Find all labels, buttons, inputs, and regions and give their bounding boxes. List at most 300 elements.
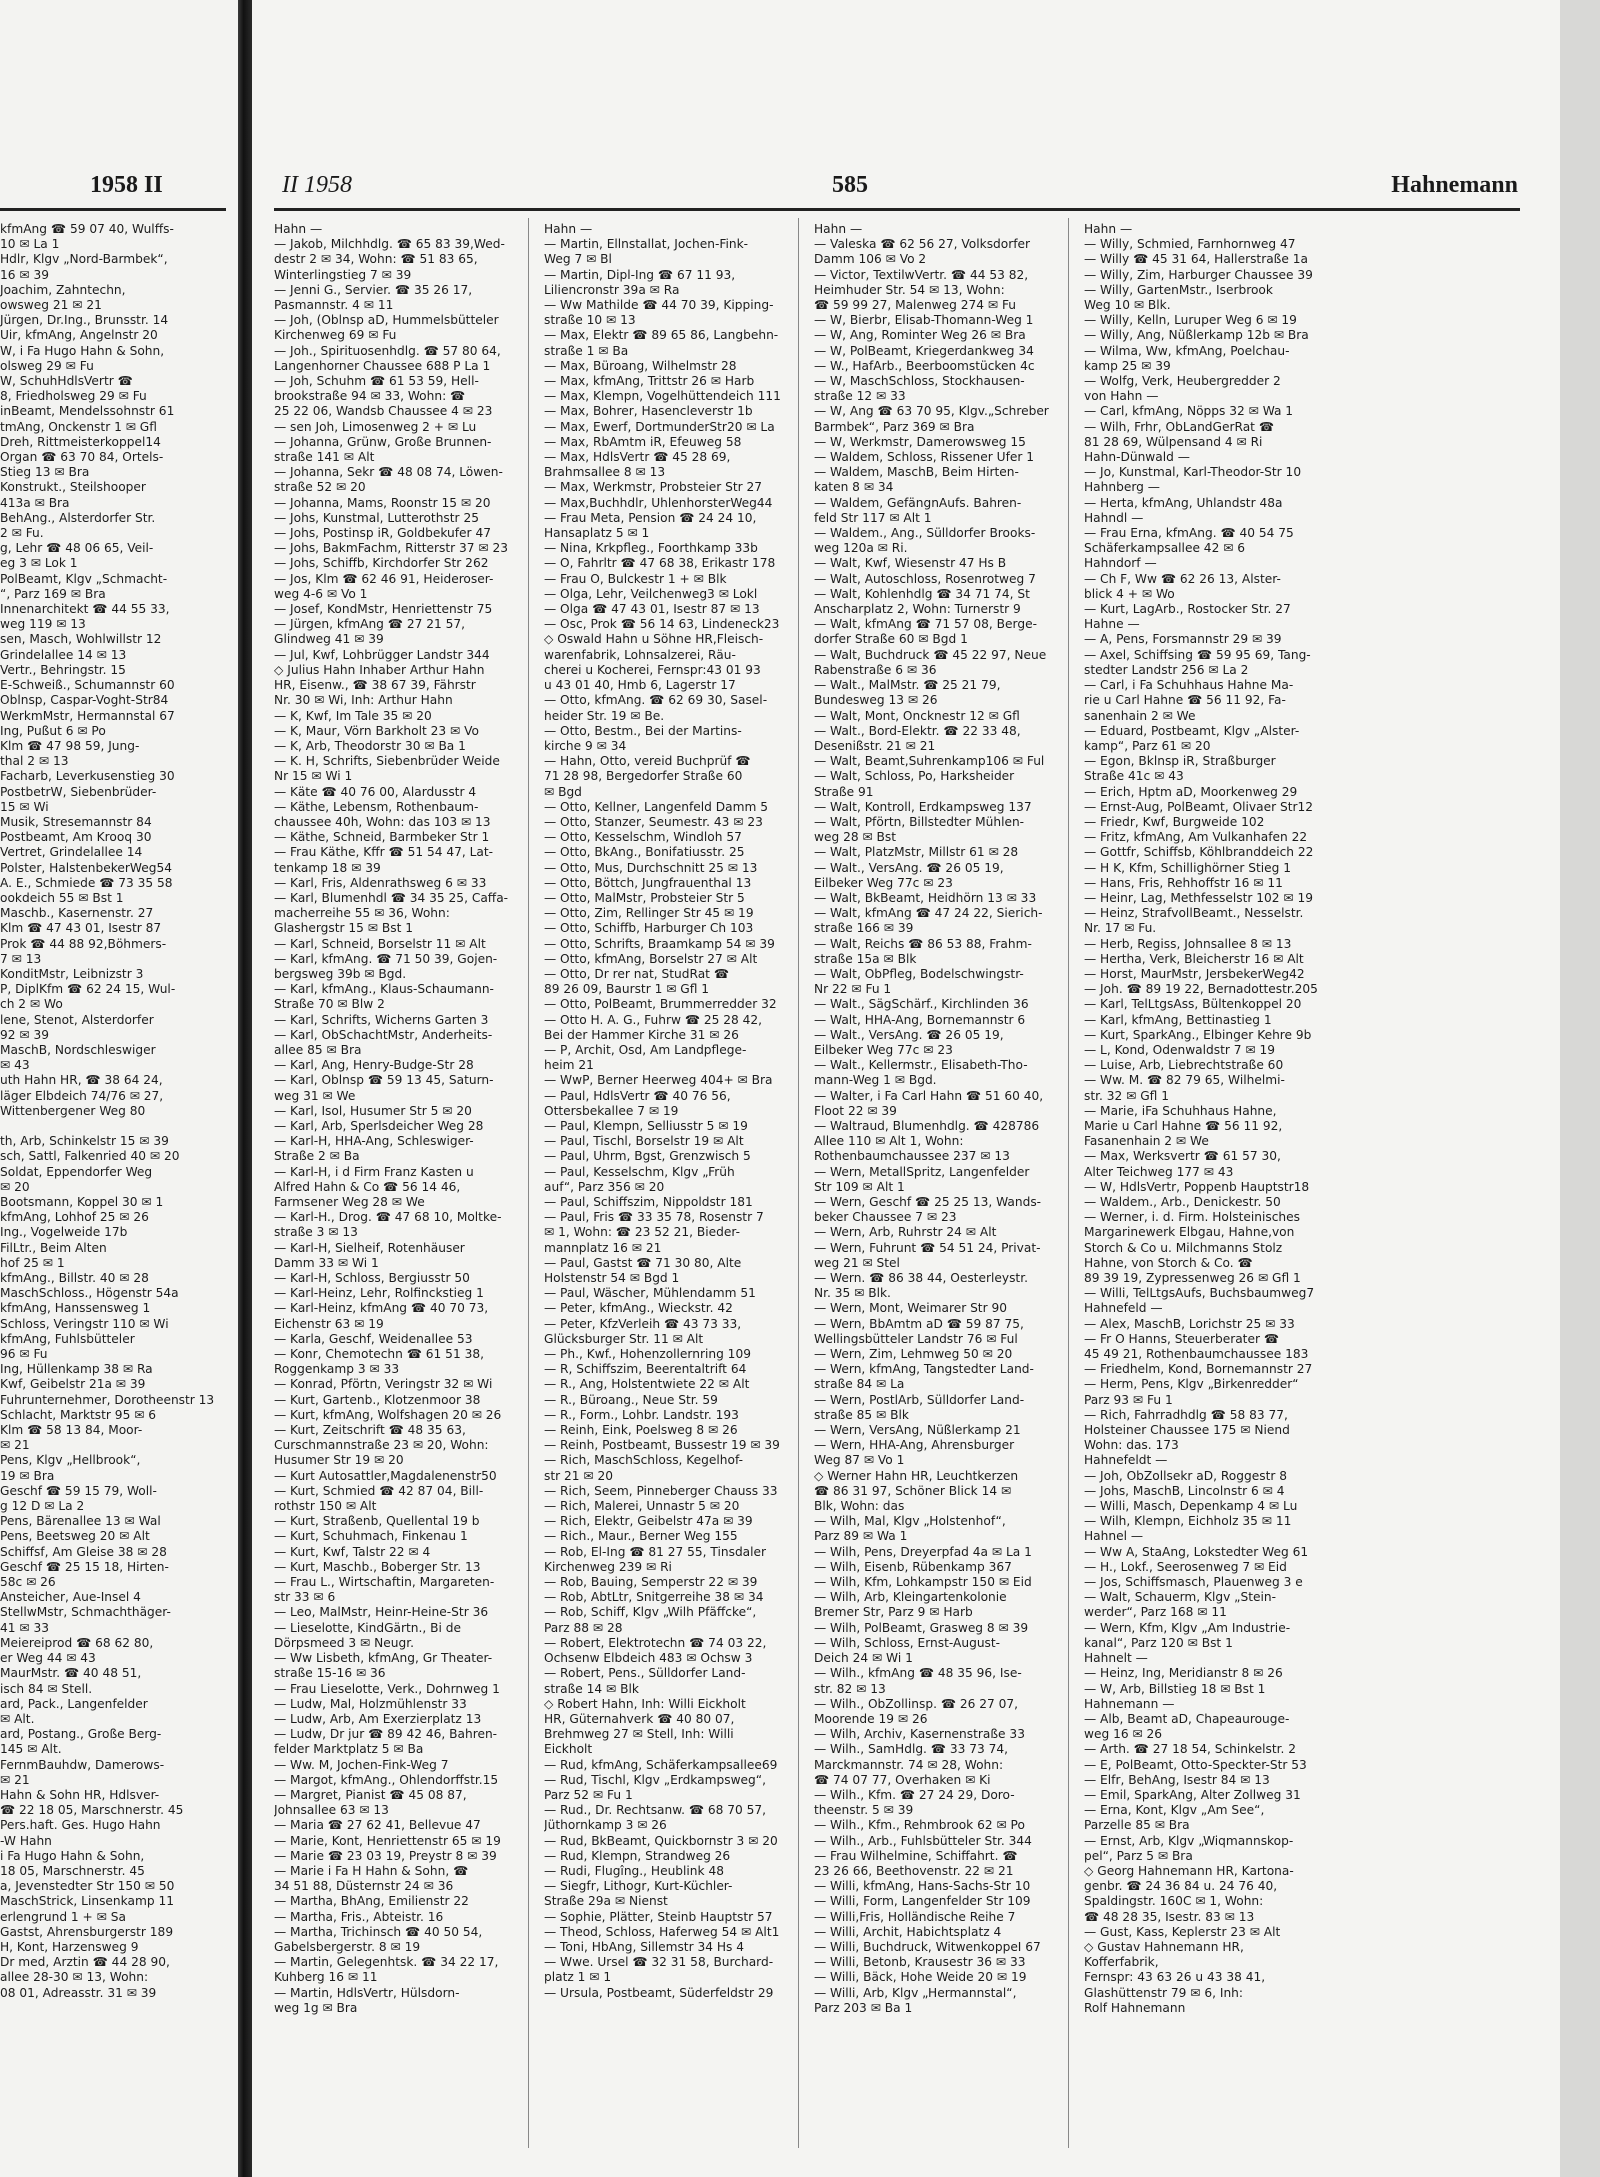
directory-entry-line: — Ww. M. ☎ 82 79 65, Wilhelmi-	[1084, 1073, 1285, 1088]
directory-entry-line: — Rich, Elektr, Geibelstr 47a ✉ 39	[544, 1514, 753, 1529]
directory-entry-line: dorfer Straße 60 ✉ Bgd 1	[814, 632, 968, 647]
directory-entry-line: weg 21 ✉ Stel	[814, 1255, 900, 1270]
directory-entry-line: ◇ Oswald Hahn u Söhne HR,Fleisch-	[544, 632, 764, 647]
directory-entry-line: — W, Bierbr, Elisab-Thomann-Weg 1	[814, 313, 1034, 328]
directory-entry-line: — Waldem, MaschB, Beim Hirten-	[814, 465, 1019, 480]
directory-entry-line: — Walt, Autoschloss, Rosenrotweg 7	[814, 571, 1036, 586]
directory-entry-line: — Wern, HHA-Ang, Ahrensburger	[814, 1438, 1015, 1453]
directory-entry-line: — Joh, ObZollsekr aD, Roggestr 8	[1084, 1468, 1287, 1483]
directory-entry-line: mann-Weg 1 ✉ Bgd.	[814, 1073, 937, 1088]
directory-entry-line: — Walt, Kwf, Wiesenstr 47 Hs B	[814, 556, 1007, 571]
directory-entry-line: — Wern, BbAmtm aD ☎ 59 87 75,	[814, 1316, 1024, 1331]
directory-entry-line: — Otto, Kellner, Langenfeld Damm 5	[544, 799, 769, 814]
directory-entry-line: — Wilh, Kfm, Lohkampstr 150 ✉ Eid	[814, 1575, 1032, 1590]
directory-entry-line: — Walt, Schloss, Po, Harksheider	[814, 769, 1015, 784]
directory-entry-line: Pens, Bärenallee 13 ✉ Wal	[0, 1514, 161, 1529]
directory-entry-line: sen, Masch, Wohlwillstr 12	[0, 632, 162, 647]
directory-entry-line: Klm ☎ 47 43 01, Isestr 87	[0, 921, 162, 936]
directory-entry-line: — Max, Elektr ☎ 89 65 86, Langbehn-	[544, 328, 779, 343]
directory-entry-line: — Waldem, GefängnAufs. Bahren-	[814, 495, 1022, 510]
directory-entry-line: StellwMstr, Schmachthäger-	[0, 1605, 171, 1620]
directory-entry-line: Straße 70 ✉ Blw 2	[274, 997, 385, 1012]
directory-entry-line: Prok ☎ 44 88 92,Böhmers-	[0, 936, 167, 951]
directory-entry-line: inBeamt, Mendelssohnstr 61	[0, 404, 175, 419]
directory-entry-line: Fuhrunternehmer, Dorotheenstr 13	[0, 1392, 215, 1407]
directory-entry-line: Klm ☎ 58 13 84, Moor-	[0, 1423, 143, 1438]
directory-entry-line: Spaldingstr. 160C ✉ 1, Wohn:	[1084, 1894, 1264, 1909]
directory-entry-line: WerkmMstr, Hermannstal 67	[0, 708, 175, 723]
directory-entry-line: Alter Teichweg 177 ✉ 43	[1084, 1164, 1234, 1179]
directory-entry-line: bergsweg 39b ✉ Bgd.	[274, 966, 407, 981]
directory-entry-line: 92 ✉ 39	[0, 1027, 49, 1042]
directory-entry-line: — W, Ang, Rominter Weg 26 ✉ Bra	[814, 328, 1026, 343]
directory-entry-line: Jüthornkamp 3 ✉ 26	[544, 1818, 667, 1833]
directory-entry-line: — Paul, Klempn, Selliusstr 5 ✉ 19	[544, 1118, 748, 1133]
directory-entry-line: — Karl-Heinz, Lehr, Rolfinckstieg 1	[274, 1286, 484, 1301]
directory-entry-line: — Sophie, Plätter, Steinb Hauptstr 57	[544, 1909, 773, 1924]
directory-entry-line: — Paul, Uhrm, Bgst, Grenzwisch 5	[544, 1149, 751, 1164]
directory-entry-line: weg 16 ✉ 26	[1084, 1727, 1163, 1742]
directory-entry-line: Vertr., Behringstr. 15	[0, 662, 126, 677]
directory-entry-line: — Wilh, Mal, Klgv „Holstenhof“,	[814, 1514, 1006, 1529]
directory-entry-line: — Max, Werkmstr, Probsteier Str 27	[544, 480, 763, 495]
directory-entry-line: PostbetrW, Siebenbrüder-	[0, 784, 157, 799]
directory-entry-line: — Ludw, Arb, Am Exerzierplatz 13	[274, 1711, 482, 1726]
directory-entry-line: ☎ 59 99 27, Malenweg 274 ✉ Fu	[814, 298, 1017, 313]
directory-entry-line: straße 85 ✉ Blk	[814, 1407, 909, 1422]
directory-entry-line: 71 28 98, Bergedorfer Straße 60	[544, 769, 743, 784]
directory-entry-line: — Karl, ObSchachtMstr, Anderheits-	[274, 1027, 493, 1042]
directory-entry-line: — Otto, Böttch, Jungfrauenthal 13	[544, 875, 752, 890]
directory-entry-line: ✉ 20	[0, 1179, 30, 1194]
directory-entry-line: — Max, Büroang, Wilhelmstr 28	[544, 358, 737, 373]
directory-entry-line: — Walt, Pförtn, Billstedter Mühlen-	[814, 814, 1025, 829]
directory-entry-line: — Otto, Bestm., Bei der Martins-	[544, 723, 742, 738]
directory-column-3	[814, 222, 1054, 2016]
directory-entry-line: — Waltraud, Blumenhdlg. ☎ 428786	[814, 1118, 1040, 1133]
header-rule	[274, 208, 1520, 211]
directory-entry-line: — Willy, Schmied, Farnhornweg 47	[1084, 237, 1296, 252]
directory-entry-line: 89 39 19, Zypressenweg 26 ✉ Gfl 1	[1084, 1271, 1301, 1286]
directory-entry-line: — Otto H. A. G., Fuhrw ☎ 25 28 42,	[544, 1012, 763, 1027]
directory-entry-line: W, i Fa Hugo Hahn & Sohn,	[0, 343, 165, 358]
directory-entry-line: — Frau Lieselotte, Verk., Dohrnweg 1	[274, 1681, 500, 1696]
directory-entry-line: — Emil, SparkAng, Alter Zollweg 31	[1084, 1787, 1301, 1802]
directory-entry-line: ✉ 1, Wohn: ☎ 23 52 21, Bieder-	[544, 1225, 740, 1240]
directory-entry-line: 81 28 69, Wülpensand 4 ✉ Ri	[1084, 434, 1263, 449]
directory-entry-line: — Wern, Mont, Weimarer Str 90	[814, 1301, 1007, 1316]
directory-entry-line: — Walt., MalMstr. ☎ 25 21 79,	[814, 678, 1001, 693]
directory-entry-line: — Karl, kfmAng. ☎ 71 50 39, Gojen-	[274, 951, 498, 966]
directory-entry-line: — Walt, PlatzMstr, Millstr 61 ✉ 28	[814, 845, 1019, 860]
directory-entry-line: — Rob, El-Ing ☎ 81 27 55, Tinsdaler	[544, 1544, 767, 1559]
directory-entry-line: 45 49 21, Rothenbaumchaussee 183	[1084, 1347, 1309, 1362]
directory-entry-line: — Rich, MaschSchloss, Kegelhof-	[544, 1453, 744, 1468]
directory-entry-line: A. E., Schmiede ☎ 73 35 58	[0, 875, 173, 890]
directory-entry-line: Hahn & Sohn HR, Hdlsver-	[0, 1787, 160, 1802]
directory-entry-line: — Walt, ObPfleg, Bodelschwingstr-	[814, 966, 1024, 981]
directory-entry-line: — Walt., Kellermstr., Elisabeth-Tho-	[814, 1058, 1028, 1073]
directory-entry-line: — Jul, Kwf, Lohbrügger Landstr 344	[274, 647, 490, 662]
directory-entry-line: — Valeska ☎ 62 56 27, Volksdorfer	[814, 237, 1031, 252]
directory-entry-line: — Walt, Mont, Oncknestr 12 ✉ Gfl	[814, 708, 1020, 723]
directory-entry-line: — Wern, Fuhrunt ☎ 54 51 24, Privat-	[814, 1240, 1041, 1255]
directory-entry-line: Barmbek“, Parz 369 ✉ Bra	[814, 419, 975, 434]
directory-entry-line: — Alex, MaschB, Lorichstr 25 ✉ 33	[1084, 1316, 1295, 1331]
page-number: 585	[832, 172, 868, 198]
directory-entry-line: — Peter, kfmAng., Wieckstr. 42	[544, 1301, 733, 1316]
directory-entry-line: Vertret, Grindelallee 14	[0, 845, 143, 860]
directory-entry-line: — Karl-H, HHA-Ang, Schleswiger-	[274, 1134, 474, 1149]
directory-entry-line: — Willy, Zim, Harburger Chaussee 39	[1084, 267, 1313, 282]
directory-entry-line: — Ursula, Postbeamt, Süderfeldstr 29	[544, 1985, 774, 2000]
directory-entry-line: — Joh. ☎ 89 19 22, Bernadottestr.205	[1084, 982, 1318, 997]
directory-entry-line: Parz 52 ✉ Fu 1	[544, 1787, 633, 1802]
directory-entry-line: — Victor, TextilwVertr. ☎ 44 53 82,	[814, 267, 1029, 282]
directory-entry-line: Schäferkampsallee 42 ✉ 6	[1084, 541, 1246, 556]
directory-entry-line: — Otto, BkAng., Bonifatiusstr. 25	[544, 845, 745, 860]
directory-entry-line: FilLtr., Beim Alten	[0, 1240, 107, 1255]
directory-entry-line: — Käthe, Lebensm, Rothenbaum-	[274, 799, 479, 814]
directory-entry-line: — H., Lokf., Seerosenweg 7 ✉ Eid	[1084, 1559, 1287, 1574]
directory-entry-line: Dr med, Arztin ☎ 44 28 90,	[0, 1955, 170, 1970]
directory-entry-line: weg 120a ✉ Ri.	[814, 541, 908, 556]
directory-entry-line: Marie u Carl Hahne ☎ 56 11 92,	[1084, 1118, 1283, 1133]
directory-entry-line: — Ludw, Dr jur ☎ 89 42 46, Bahren-	[274, 1727, 498, 1742]
directory-entry-line: — Otto, MalMstr, Probsteier Str 5	[544, 890, 745, 905]
directory-entry-line: — Karl, Oblnsp ☎ 59 13 45, Saturn-	[274, 1073, 494, 1088]
directory-entry-line: — Walt, kfmAng ☎ 71 57 08, Berge-	[814, 617, 1037, 632]
directory-entry-line: Maschb., Kasernenstr. 27	[0, 906, 154, 921]
directory-entry-line	[0, 1119, 232, 1134]
directory-entry-line: — Margot, kfmAng., Ohlendorffstr.15	[274, 1772, 499, 1787]
directory-entry-line: — Karl-Heinz, kfmAng ☎ 40 70 73,	[274, 1301, 489, 1316]
directory-entry-line: ✉ 43	[0, 1058, 30, 1073]
directory-entry-line: — Frau O, Bulckestr 1 + ✉ Blk	[544, 571, 727, 586]
directory-entry-line: tmAng, Onckenstr 1 ✉ Gfl	[0, 419, 157, 434]
directory-entry-line: — Karl, Schrifts, Wicherns Garten 3	[274, 1012, 489, 1027]
directory-entry-line: — K, Maur, Vörn Barkholt 23 ✉ Vo	[274, 723, 479, 738]
directory-entry-line: — Wern, Zim, Lehmweg 50 ✉ 20	[814, 1347, 1013, 1362]
directory-entry-line: straße 10 ✉ 13	[544, 313, 636, 328]
directory-entry-line: Eickholt	[544, 1742, 593, 1757]
directory-entry-line: — Rob, Bauing, Semperstr 22 ✉ 39	[544, 1575, 758, 1590]
directory-entry-line: Parz 88 ✉ 28	[544, 1620, 623, 1635]
directory-entry-line: ◇ Gustav Hahnemann HR,	[1084, 1939, 1244, 1954]
directory-entry-line: — Walt, Buchdruck ☎ 45 22 97, Neue	[814, 647, 1047, 662]
directory-entry-line: — Robert, Elektrotechn ☎ 74 03 22,	[544, 1635, 767, 1650]
directory-entry-line: W, SchuhHdlsVertr ☎	[0, 374, 133, 389]
directory-entry-line: str 33 ✉ 6	[274, 1590, 336, 1605]
directory-entry-line: 15 ✉ Wi	[0, 799, 49, 814]
directory-entry-line: — Wilh., kfmAng ☎ 48 35 96, Ise-	[814, 1666, 1022, 1681]
directory-entry-line: Langenhorner Chaussee 688 P La 1	[274, 358, 491, 373]
directory-entry-line: Pens, Klgv „Hellbrook“,	[0, 1453, 141, 1468]
directory-entry-line: — K, Arb, Theodorstr 30 ✉ Ba 1	[274, 738, 466, 753]
directory-entry-line: Oblnsp, Caspar-Voght-Str84	[0, 693, 169, 708]
directory-entry-line: tenkamp 18 ✉ 39	[274, 860, 381, 875]
directory-entry-line: — Frau Erna, kfmAng. ☎ 40 54 75	[1084, 526, 1294, 541]
directory-entry-line: von Hahn —	[1084, 389, 1159, 404]
directory-entry-line: — Ch F, Ww ☎ 62 26 13, Alster-	[1084, 571, 1281, 586]
directory-column-1	[274, 222, 514, 2016]
directory-entry-line: Kirchenweg 69 ✉ Fu	[274, 328, 397, 343]
directory-entry-line: — Osc, Prok ☎ 56 14 63, Lindeneck23	[544, 617, 780, 632]
directory-entry-line: — Alb, Beamt aD, Chapeaurouge-	[1084, 1711, 1290, 1726]
directory-entry-line: weg 1g ✉ Bra	[274, 2000, 358, 2015]
directory-entry-line: Damm 106 ✉ Vo 2	[814, 252, 927, 267]
directory-entry-line: Winterlingstieg 7 ✉ 39	[274, 267, 412, 282]
directory-entry-line: kfmAng., Billstr. 40 ✉ 28	[0, 1271, 149, 1286]
directory-entry-line: — Willy, GartenMstr., Iserbrook	[1084, 282, 1273, 297]
directory-entry-line: Hansaplatz 5 ✉ 1	[544, 526, 650, 541]
directory-entry-line: — Marie, Kont, Henriettenstr 65 ✉ 19	[274, 1833, 501, 1848]
directory-entry-line: MaschSchloss., Högenstr 54a	[0, 1286, 179, 1301]
directory-entry-line: — Ph., Kwf., Hohenzollernring 109	[544, 1347, 751, 1362]
directory-entry-line: Desenißstr. 21 ✉ 21	[814, 738, 936, 753]
directory-entry-line: kamp 25 ✉ 39	[1084, 358, 1171, 373]
directory-entry-line: Farmsener Weg 28 ✉ We	[274, 1195, 425, 1209]
directory-entry-line: — Max,Buchhdlr, UhlenhorsterWeg44	[544, 495, 773, 510]
directory-entry-line: weg 31 ✉ We	[274, 1088, 356, 1103]
directory-entry-line: Johnsallee 63 ✉ 13	[274, 1803, 389, 1818]
directory-entry-line: Ing, Pußut 6 ✉ Po	[0, 723, 106, 738]
directory-entry-line: — Herm, Pens, Klgv „Birkenredder“	[1084, 1377, 1299, 1392]
directory-entry-line: — Karl, TelLtgsAss, Bültenkoppel 20	[1084, 997, 1302, 1012]
directory-entry-line: — Reinh, Postbeamt, Bussestr 19 ✉ 39	[544, 1438, 780, 1453]
directory-entry-line: Ottersbekallee 7 ✉ 19	[544, 1103, 679, 1118]
directory-entry-line: warenfabrik, Lohnsalzerei, Räu-	[544, 647, 736, 662]
directory-entry-line: — Frau L., Wirtschaftin, Margareten-	[274, 1575, 495, 1590]
directory-entry-line: — Karl-H, i d Firm Franz Kasten u	[274, 1164, 474, 1179]
directory-entry-line: — Johs, Kunstmal, Lutterothstr 25	[274, 510, 479, 525]
directory-entry-line: — Willi, kfmAng, Hans-Sachs-Str 10	[814, 1879, 1031, 1894]
directory-entry-line: — Willy, Kelln, Luruper Weg 6 ✉ 19	[1084, 313, 1297, 328]
right-page	[252, 0, 1600, 2177]
directory-entry-line: — Willi, Archit, Habichtsplatz 4	[814, 1924, 1002, 1939]
directory-entry-line: — Max, HdlsVertr ☎ 45 28 69,	[544, 450, 731, 465]
directory-entry-line: Wohn: das. 173	[1084, 1438, 1179, 1453]
directory-entry-line: — Ww. M, Jochen-Fink-Weg 7	[274, 1757, 449, 1772]
directory-entry-line: — Johs, Postinsp iR, Goldbekufer 47	[274, 526, 491, 541]
directory-entry-line: — Walt, Kontroll, Erdkampsweg 137	[814, 799, 1032, 814]
directory-entry-line: Geschf ☎ 25 15 18, Hirten-	[0, 1559, 169, 1574]
directory-entry-line: 23 26 66, Beethovenstr. 22 ✉ 21	[814, 1863, 1014, 1878]
directory-entry-line: ✉ Alt.	[0, 1711, 35, 1726]
directory-entry-line: Ing., Vogelweide 17b	[0, 1225, 128, 1240]
directory-entry-line: Hahnberg —	[1084, 480, 1160, 495]
directory-entry-line: — Leo, MalMstr, Heinr-Heine-Str 36	[274, 1605, 489, 1620]
directory-entry-line: — Wilh, Frhr, ObLandGerRat ☎	[1084, 419, 1274, 434]
directory-entry-line: Fasanenhain 2 ✉ We	[1084, 1134, 1209, 1149]
directory-entry-line: a, Jevenstedter Str 150 ✉ 50	[0, 1879, 175, 1894]
directory-entry-line: — Wolfg, Verk, Heubergredder 2	[1084, 374, 1281, 389]
directory-entry-line: — Wilh., ObZollinsp. ☎ 26 27 07,	[814, 1696, 1019, 1711]
directory-entry-line: — Karl-H, Schloss, Bergiusstr 50	[274, 1271, 470, 1286]
directory-entry-line: P, DiplKfm ☎ 62 24 15, Wul-	[0, 982, 176, 997]
directory-entry-line: — Martin, Ellnstallat, Jochen-Fink-	[544, 237, 749, 252]
directory-entry-line: — Martha, Fris., Abteistr. 16	[274, 1909, 444, 1924]
directory-entry-line: Curschmannstraße 23 ✉ 20, Wohn:	[274, 1438, 489, 1453]
directory-entry-line: Bremer Str, Parz 9 ✉ Harb	[814, 1605, 973, 1620]
directory-entry-line: — Rich, Fahrradhdlg ☎ 58 83 77,	[1084, 1407, 1288, 1422]
directory-entry-line: — Ludw, Mal, Holzmühlenstr 33	[274, 1696, 467, 1711]
directory-entry-line: — Wilh, Schloss, Ernst-August-	[814, 1635, 1001, 1650]
directory-entry-line: — Reinh, Eink, Poelsweg 8 ✉ 26	[544, 1423, 738, 1438]
directory-entry-line: Hahn —	[544, 222, 593, 236]
directory-entry-line: Hahne —	[1084, 617, 1140, 632]
directory-entry-line: Hahnel —	[1084, 1529, 1144, 1544]
directory-column-2	[544, 222, 784, 2001]
directory-entry-line: 34 51 88, Düsternstr 24 ✉ 36	[274, 1879, 454, 1894]
directory-entry-line: Geschf ☎ 59 15 79, Woll-	[0, 1483, 157, 1498]
directory-entry-line: — W, MaschSchloss, Stockhausen-	[814, 374, 1025, 389]
directory-entry-line: Hahn —	[274, 222, 323, 236]
directory-entry-line: — Otto, Stanzer, Seumestr. 43 ✉ 23	[544, 814, 763, 829]
directory-entry-line: straße 14 ✉ Blk	[544, 1681, 639, 1696]
directory-entry-line: theenstr. 5 ✉ 39	[814, 1803, 914, 1818]
directory-entry-line: — Hans, Fris, Rehhoffstr 16 ✉ 11	[1084, 875, 1283, 890]
directory-entry-line: ◇ Robert Hahn, Inh: Willi Eickholt	[544, 1696, 746, 1711]
directory-entry-line: straße 84 ✉ La	[814, 1377, 905, 1392]
directory-entry-line: — A, Pens, Forsmannstr 29 ✉ 39	[1084, 632, 1282, 647]
directory-entry-line: — Max, Ewerf, DortmunderStr20 ✉ La	[544, 419, 775, 434]
directory-entry-line: Parzelle 85 ✉ Bra	[1084, 1818, 1190, 1833]
directory-entry-line: Deich 24 ✉ Wi 1	[814, 1651, 913, 1666]
directory-entry-line: straße 15-16 ✉ 36	[274, 1666, 386, 1681]
directory-entry-line: — Wern, Geschf ☎ 25 25 13, Wands-	[814, 1195, 1042, 1209]
directory-entry-line: Damm 33 ✉ Wi 1	[274, 1255, 379, 1270]
directory-entry-line: Polster, HalstenbekerWeg54	[0, 860, 172, 875]
directory-entry-line: Ochsenw Elbdeich 483 ✉ Ochsw 3	[544, 1651, 753, 1666]
directory-entry-line: isch 84 ✉ Stell.	[0, 1681, 93, 1696]
directory-entry-line: — Wwe. Ursel ☎ 32 31 58, Burchard-	[544, 1955, 774, 1970]
column-divider	[798, 218, 799, 2148]
directory-entry-line: destr 2 ✉ 34, Wohn: ☎ 51 83 65,	[274, 252, 478, 267]
directory-entry-line: — Gottfr, Schiffsb, Köhlbranddeich 22	[1084, 845, 1314, 860]
directory-entry-line: — Josef, KondMstr, Henriettenstr 75	[274, 602, 493, 617]
directory-entry-line: — Horst, MaurMstr, JersbekerWeg42	[1084, 966, 1305, 981]
directory-entry-line: Musik, Stresemannstr 84	[0, 814, 152, 829]
directory-entry-line: Gabelsbergerstr. 8 ✉ 19	[274, 1939, 421, 1954]
directory-entry-line: Parz 93 ✉ Fu 1	[1084, 1392, 1173, 1407]
directory-entry-line: erlengrund 1 + ✉ Sa	[0, 1909, 126, 1924]
directory-entry-line: Kirchenweg 239 ✉ Ri	[544, 1559, 672, 1574]
directory-entry-line: — R., Ang, Holstentwiete 22 ✉ Alt	[544, 1377, 750, 1392]
directory-entry-line: th, Arb, Schinkelstr 15 ✉ 39	[0, 1134, 169, 1149]
directory-entry-line: — Käte ☎ 40 76 00, Alardusstr 4	[274, 784, 477, 799]
directory-entry-line: Heimhuder Str. 54 ✉ 13, Wohn:	[814, 282, 1005, 297]
directory-entry-line: — Joh., Spirituosenhdlg. ☎ 57 80 64,	[274, 343, 501, 358]
left-header-rule	[0, 208, 226, 211]
directory-entry-line: heim 21	[544, 1058, 594, 1073]
directory-entry-line: — Kurt, Gartenb., Klotzenmoor 38	[274, 1392, 481, 1407]
directory-entry-line: — R., Büroang., Neue Str. 59	[544, 1392, 718, 1407]
directory-entry-line: Parz 89 ✉ Wa 1	[814, 1529, 908, 1544]
directory-entry-line: — Martin, HdlsVertr, Hülsdorn-	[274, 1985, 460, 2000]
directory-entry-line: Wellingsbütteler Landstr 76 ✉ Ful	[814, 1331, 1018, 1346]
directory-entry-line: — Rud, Klempn, Strandweg 26	[544, 1848, 731, 1863]
directory-entry-line: — Karl, Ang, Henry-Budge-Str 28	[274, 1058, 474, 1073]
directory-entry-line: Liliencronstr 39a ✉ Ra	[544, 282, 680, 297]
directory-entry-line: — Rud, kfmAng, Schäferkampsallee69	[544, 1757, 778, 1772]
directory-entry-line: — Wern, VersAng, Nüßlerkamp 21	[814, 1423, 1021, 1438]
directory-entry-line: Nr. 30 ✉ Wi, Inh: Arthur Hahn	[274, 693, 453, 708]
directory-entry-line: 145 ✉ Alt.	[0, 1742, 62, 1757]
directory-entry-line: ☎ 86 31 97, Schöner Blick 14 ✉	[814, 1483, 1012, 1498]
directory-entry-line: blick 4 + ✉ Wo	[1084, 586, 1175, 601]
directory-entry-line: — Fritz, kfmAng, Am Vulkanhafen 22	[1084, 830, 1308, 845]
directory-entry-line: 96 ✉ Fu	[0, 1347, 48, 1362]
directory-entry-line: — Johs, BakmFachm, Ritterstr 37 ✉ 23	[274, 541, 509, 556]
directory-entry-line: — Walt, Kohlenhdlg ☎ 34 71 74, St	[814, 586, 1030, 601]
directory-entry-line: Husumer Str 19 ✉ 20	[274, 1453, 404, 1468]
directory-entry-line: straße 12 ✉ 33	[814, 389, 906, 404]
directory-entry-line: str. 82 ✉ 13	[814, 1681, 886, 1696]
directory-entry-line: — Johanna, Mams, Roonstr 15 ✉ 20	[274, 495, 491, 510]
directory-entry-line: — Paul, Gastst ☎ 71 30 80, Alte	[544, 1255, 742, 1270]
directory-entry-line: Nr 22 ✉ Fu 1	[814, 982, 892, 997]
directory-entry-line: Hahnefeld —	[1084, 1301, 1163, 1316]
directory-entry-line: kfmAng ☎ 59 07 40, Wulffs-	[0, 222, 174, 236]
directory-entry-line: Hahndl —	[1084, 510, 1144, 525]
directory-entry-line: — Wilh., SamHdlg. ☎ 33 73 74,	[814, 1742, 1009, 1757]
directory-entry-line: Gastst, Ahrensburgerstr 189	[0, 1924, 174, 1939]
directory-entry-line: — Maria ☎ 27 62 41, Bellevue 47	[274, 1818, 481, 1833]
directory-entry-line: — Willy ☎ 45 31 64, Hallerstraße 1a	[1084, 252, 1308, 267]
directory-entry-line: Wittenbergener Weg 80	[0, 1103, 146, 1118]
directory-entry-line: — Wilh., Kfm., Rehmbrook 62 ✉ Po	[814, 1818, 1025, 1833]
directory-entry-line: -W Hahn	[0, 1833, 52, 1848]
directory-entry-line: — Luise, Arb, Liebrechtstraße 60	[1084, 1058, 1284, 1073]
directory-entry-line: ☎ 74 07 77, Overhaken ✉ Ki	[814, 1772, 991, 1787]
directory-entry-line: — Konrad, Pförtn, Veringstr 32 ✉ Wi	[274, 1377, 493, 1392]
directory-entry-line: — Carl, kfmAng, Nöpps 32 ✉ Wa 1	[1084, 404, 1294, 419]
directory-entry-line: — Wilma, Ww, kfmAng, Poelchau-	[1084, 343, 1290, 358]
directory-entry-line: PolBeamt, Klgv „Schmacht-	[0, 571, 168, 586]
directory-entry-line: Hahndorf —	[1084, 556, 1157, 571]
directory-entry-line: — R., Form., Lohbr. Landstr. 193	[544, 1407, 739, 1422]
directory-entry-line: cherei u Kocherei, Fernspr:43 01 93	[544, 662, 761, 677]
directory-entry-line: ☎ 48 28 35, Isestr. 83 ✉ 13	[1084, 1909, 1255, 1924]
directory-entry-line: Straße 91	[814, 784, 874, 799]
directory-entry-line: Hahn-Dünwald —	[1084, 450, 1190, 465]
directory-entry-line: Straße 2 ✉ Ba	[274, 1149, 360, 1164]
directory-entry-line: Margarinewerk Elbgau, Hahne,von	[1084, 1225, 1295, 1240]
directory-entry-line: — P, Archit, Osd, Am Landpflege-	[544, 1042, 747, 1057]
column-divider	[1068, 218, 1069, 2148]
directory-entry-line: Soldat, Eppendorfer Weg	[0, 1164, 153, 1179]
directory-entry-line: — Walt, BkBeamt, Heidhörn 13 ✉ 33	[814, 890, 1037, 905]
directory-entry-line: — Wern, PostlArb, Sülldorfer Land-	[814, 1392, 1025, 1407]
directory-entry-line: Postbeamt, Am Krooq 30	[0, 830, 152, 845]
directory-entry-line: genbr. ☎ 24 36 84 u. 24 76 40,	[1084, 1879, 1278, 1894]
directory-entry-line: — Rud, Tischl, Klgv „Erdkampsweg“,	[544, 1772, 766, 1787]
scan-edge	[1560, 0, 1600, 2177]
directory-entry-line: Nr. 17 ✉ Fu.	[1084, 921, 1157, 936]
directory-entry-line: — Johs, Schiffb, Kirchdorfer Str 262	[274, 556, 489, 571]
directory-entry-line: — L, Kond, Odenwaldstr 7 ✉ 19	[1084, 1042, 1275, 1057]
directory-entry-line: — R, Schiffszim, Beerentaltrift 64	[544, 1362, 747, 1377]
directory-entry-line: — Margret, Pianist ☎ 45 08 87,	[274, 1787, 467, 1802]
directory-entry-line: H, Kont, Harzensweg 9	[0, 1939, 139, 1954]
directory-entry-line: beker Chaussee 7 ✉ 23	[814, 1210, 957, 1225]
directory-entry-line: Joachim, Zahntechn,	[0, 282, 126, 297]
directory-entry-line: kfmAng, Fuhlsbütteler	[0, 1331, 135, 1346]
directory-entry-line: — Karl, Blumenhdl ☎ 34 35 25, Caffa-	[274, 890, 509, 905]
directory-entry-line: macherreihe 55 ✉ 36, Wohn:	[274, 906, 450, 921]
directory-entry-line: Ing, Hüllenkamp 38 ✉ Ra	[0, 1362, 153, 1377]
